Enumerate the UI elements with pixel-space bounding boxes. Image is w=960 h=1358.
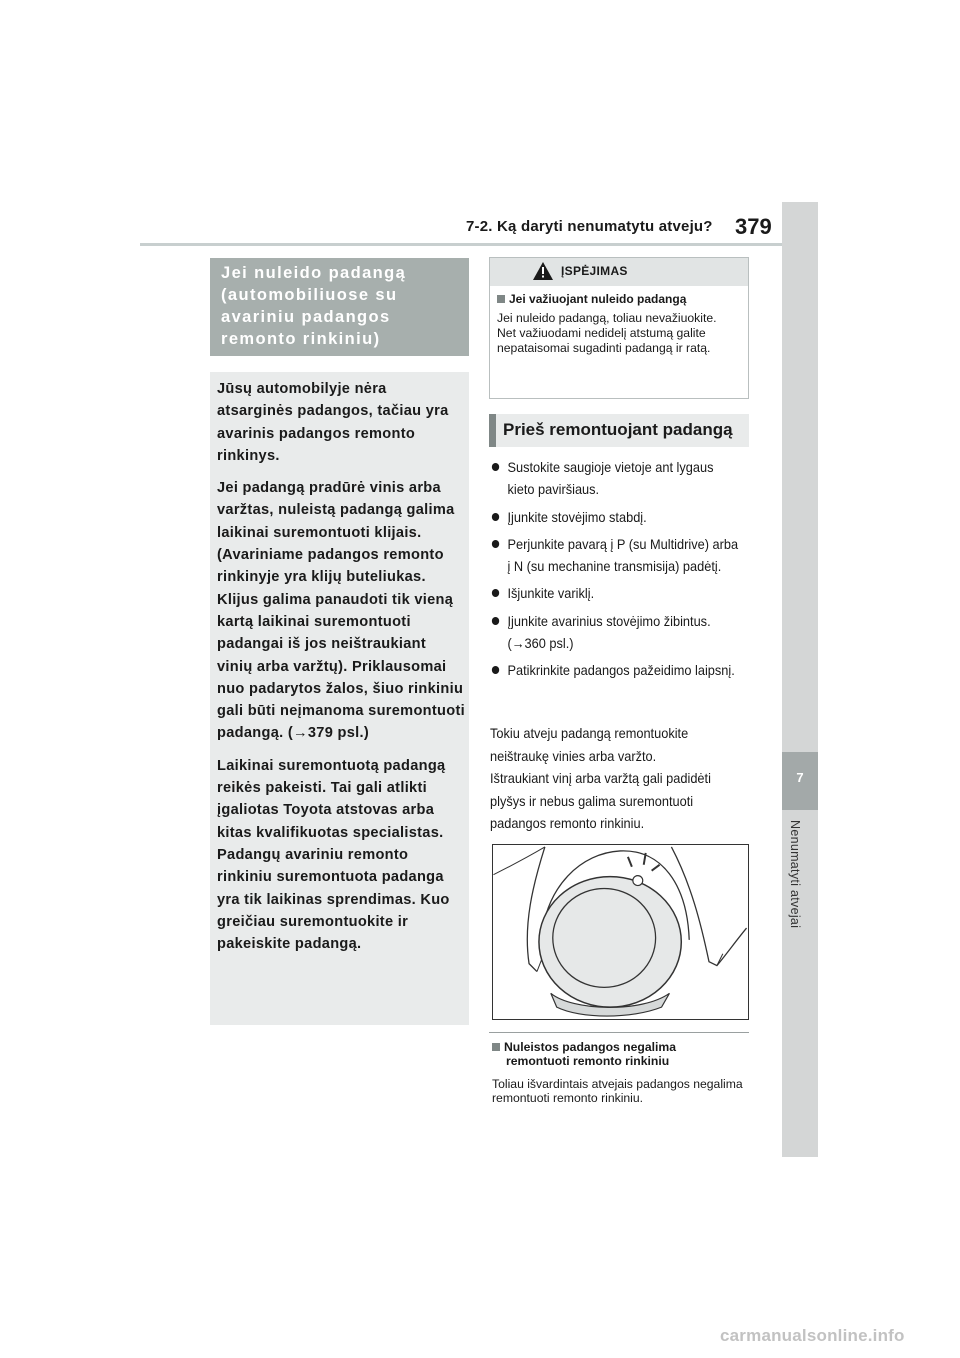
list-item: Įjunkite stovėjimo stabdį.	[490, 506, 738, 528]
warning-body: Jei nuleido padangą, toliau nevažiuokite. Net važiuodami nedidelį atstumą galite nepataisomai sugadinti padangą ir ratą.	[497, 311, 717, 355]
chapter-number: 7	[796, 770, 804, 785]
watermark: carmanualsonline.info	[720, 1326, 905, 1345]
section-title: 7-2. Ką daryti nenumatytu atveju?	[466, 218, 713, 235]
info-paragraph-1: Jūsų automobilyje nėra atsarginės padangos, tačiau yra avarinis padangos remonto rinkinys.	[217, 381, 449, 464]
bullet-dot-icon	[492, 617, 499, 625]
section-header-bar	[489, 414, 496, 447]
square-bullet-icon	[497, 295, 505, 303]
list-item: Įjunkite avarinius stovėjimo žibintus. (→360 psl.)	[490, 610, 738, 655]
chapter-side-tab	[782, 202, 818, 1157]
warning-triangle-icon	[533, 262, 553, 280]
square-bullet-icon	[492, 1043, 500, 1051]
bullet-list	[490, 456, 760, 687]
info-paragraph-3: Laikinai suremontuotą padangą reikės pakeisti. Tai gali atlikti įgaliotas Toyota atstovas arba kitas kvalifikuotas specialistas. Padangų avariniu remonto rinkiniu suremontuota padanga yra tik laikinas sprendimas. Kuo greičiau suremontuokite ir pakeiskite padangą.	[217, 757, 450, 953]
illustration-rule	[489, 1032, 749, 1033]
list-item: Sustokite saugioje vietoje ant lygaus kieto paviršiaus.	[490, 456, 738, 501]
header-rule	[140, 243, 785, 246]
warning-subtitle: Jei važiuojant nuleido padangą	[497, 292, 686, 306]
note-body: Toliau išvardintais atvejais padangos negalima remontuoti remonto rinkiniu.	[492, 1077, 743, 1105]
page-number: 379	[735, 214, 772, 239]
section-header-title: Prieš remontuojant padangą	[503, 420, 733, 439]
left-title: Jei nuleido padangą (automobiliuose su avariniu padangos remonto rinkiniu)	[221, 264, 407, 348]
after-bullets-text	[490, 722, 738, 835]
info-paragraph-2: Jei padangą pradūrė vinis arba varžtas, nuleistą padangą galima laikinai suremontuoti klijais. (Avariniame padangos remonto rinkinyje yra klijų buteliukas. Klijus galima panaudoti tik vieną kartą laikinai suremontuoti padangai iš jos neištraukiant vinių arba varžtų). Priklausomai nuo padarytos žalos, šiuo rinkiniu gali būti neįmanoma suremontuoti padangą. (→379 psl.)	[217, 480, 465, 742]
list-item: Patikrinkite padangos pažeidimo laipsnį.	[490, 659, 738, 681]
bullet-dot-icon	[492, 540, 499, 548]
tire-illustration	[492, 844, 749, 1020]
after-paragraph-2: Ištraukiant vinį arba varžtą gali padidėti plyšys ir nebus galima suremontuoti padangos remonto rinkiniu.	[490, 770, 711, 831]
list-item: Išjunkite variklį.	[490, 582, 738, 604]
bullet-dot-icon	[492, 666, 499, 674]
warning-label: ĮSPĖJIMAS	[561, 264, 628, 278]
bullet-dot-icon	[492, 463, 499, 471]
note-subtitle: Nuleistos padangos negalima remontuoti remonto rinkiniu	[492, 1040, 742, 1068]
list-item: Perjunkite pavarą į P (su Multidrive) arba į N (su mechanine transmisija) padėtį.	[490, 533, 738, 578]
bullet-dot-icon	[492, 513, 499, 521]
after-paragraph-1: Tokiu atveju padangą remontuokite neištraukę vinies arba varžto.	[490, 725, 689, 764]
bullet-dot-icon	[492, 589, 499, 597]
info-content	[217, 378, 465, 965]
chapter-label: Nenumatyti atvejai	[788, 820, 802, 929]
